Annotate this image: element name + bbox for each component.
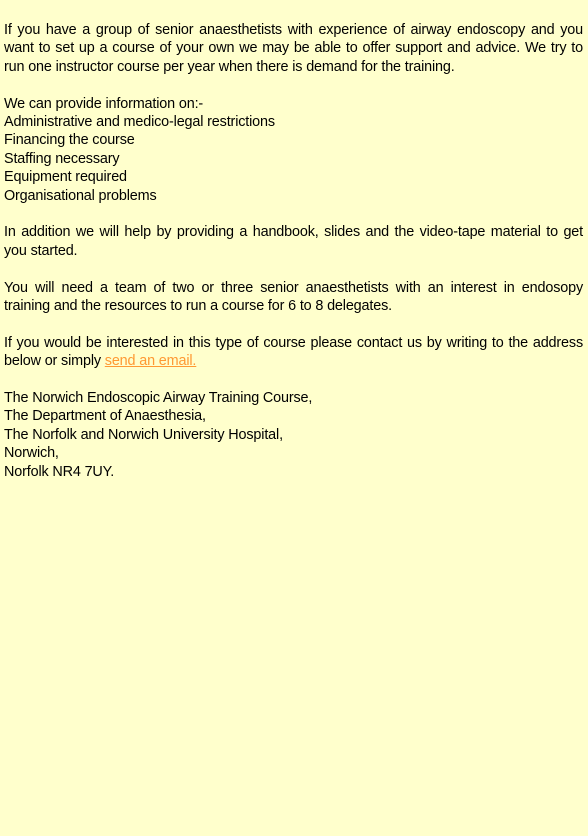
contact-paragraph xyxy=(4,334,583,371)
address-line-hospital: The Norfolk and Norwich University Hospital, xyxy=(4,426,283,443)
help-paragraph: In addition we will help by providing a handbook, slides and the video-tape material to get you started. xyxy=(4,224,583,259)
info-item-organisation: Organisational problems xyxy=(4,187,157,204)
address-line-course: The Norwich Endoscopic Airway Training Course, xyxy=(4,390,313,407)
info-item-equipment: Equipment required xyxy=(4,169,127,186)
intro-paragraph: If you have a group of senior anaesthetists with experience of airway endoscopy and you want to set up a course of your own we may be able to offer support and advice. We try to run one instructor course per year when there is demand for the training. xyxy=(4,22,583,75)
postal-address xyxy=(4,389,583,481)
info-section xyxy=(4,95,583,205)
address-line-city: Norwich, xyxy=(4,445,59,462)
team-paragraph: You will need a team of two or three senior anaesthetists with an interest in endosopy training and the resources to run a course for 6 to 8 delegates. xyxy=(4,279,583,315)
info-item-financing: Financing the course xyxy=(4,132,135,149)
page-content xyxy=(4,21,583,499)
info-heading: We can provide information on:- xyxy=(4,95,204,112)
send-email-link[interactable]: send an email. xyxy=(104,353,197,370)
info-item-staffing: Staffing necessary xyxy=(4,150,120,167)
contact-text: If you would be interested in this type of course please contact us by writing to the address below or simply xyxy=(4,334,583,370)
info-item-admin: Administrative and medico-legal restrictions xyxy=(4,114,275,131)
address-line-postcode: Norfolk NR4 7UY. xyxy=(4,463,115,480)
address-line-department: The Department of Anaesthesia, xyxy=(4,408,206,425)
